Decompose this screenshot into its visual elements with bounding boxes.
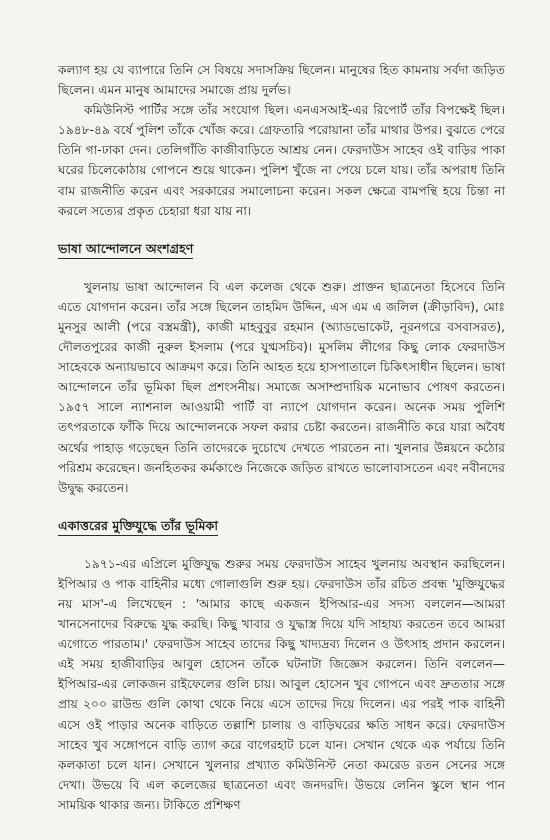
paragraph: ১৯৭১-এর এপ্রিলে মুক্তিযুদ্ধ শুরুর সময় ফেরদাউস সাহেব খুলনায় অবস্থান করছিলেন। ইপিআর ও পাক বাহিনীর মধ্যে গোলাগুলি শুরু হয়। ফেরদাউস তাঁর রচিত প্রবন্ধ 'মুক্তিযুদ্ধের নয় মাস'-এ লিখেছেন : 'আমার কাছে একজন ইপিআর-এর সদস্য বললেন—আমরা খানসেনাদের বিরুদ্ধে যুদ্ধ করছি। কিছু খাবার ও যুদ্ধাস্ত্র দিয়ে যদি সাহায্য করতেন তবে আমরা এগোতে পারতাম।' ফেরদাউস সাহেব তাদের কিছু খাদ্যদ্রব্য দিলেন ও উৎসাহ প্রদান করলেন। এই সময় হাজীবাড়ির আবুল হোসেন তাঁকে ঘটনাটা জিজ্ঞেস করলেন। তিনি বললেন—ইপিআর-এর লোকজন রাইফেলের গুলি চায়। আবুল হোসেন খুব গোপনে এবং দ্রুততার সঙ্গে প্রায় ২০০ রাউন্ড গুলি কোথা থেকে নিয়ে এসে তাদের দিয়ে দিলেন। এর পরই পাক বাহিনী এসে ওই পাড়ার অনেক বাড়িতে তল্লাশি চালায় ও বাড়িঘরের ক্ষতি সাধন করে। ফেরদাউস সাহেব খুব সঙ্গোপনে বাড়ি ত্যাগ করে বাগেরহাট চলে যান। সেখান থেকে এক পর্যায়ে তিনি কলকাতা চলে যান। সেখানে খুলনার প্রখ্যাত কমিউনিস্ট নেতা কমরেড রতন সেনের সঙ্গে দেখা। উভয়ে বি এল কলেজের ছাত্রনেতা এবং জনদরদি। উভয়ে লেনিন স্কুলে স্থান পান সাময়িক থাকার জন্য। টাকিতে প্রশিক্ষণ [58,556,505,812]
paragraph: কল্যাণ হয় যে ব্যাপারে তিনি সে বিষয়ে সদাসক্রিয় ছিলেন। মানুষের হিত কামনায় সর্বদা জড়িত ছিলেন। এমন মানুষ আমাদের সমাজে প্রায় দুর্লভ। [58,63,505,98]
section-heading: ভাষা আন্দোলনে অংশগ্রহণ [58,239,193,259]
section-heading: একাত্তরের মুক্তিযুদ্ধে তাঁর ভূমিকা [58,516,218,536]
paragraph: খুলনায় ভাষা আন্দোলন বি এল কলেজ থেকে শুরু। প্রাক্তন ছাত্রনেতা হিসেবে তিনি এতে যোগদান করেন। তাঁর সঙ্গে ছিলেন তাহমিদ উদ্দিন, এস এম এ জলিল (ক্রীড়াবিদ), মোঃ মুনসুর আলী (পরে বস্ত্রমন্ত্রী), কাজী মাহবুবুর রহমান (অ্যাডভোকেট, নূরনগরে বসবাসরত), দৌলতপুরের কাজী নুরুল ইসলাম (পরে যুগ্মসচিব)। মুসলিম লীগের কিছু লোক ফেরদাউস সাহেবকে অন্যায়ভাবে আক্রমণ করে। তিনি আহত হয়ে হাসপাতালে চিকিৎসাধীন ছিলেন। ভাষা আন্দোলনে তাঁর ভূমিকা ছিল প্রশংসনীয়। সমাজে অসাম্প্রদায়িক মনোভাব পোষণ করতেন। ১৯৫৭ সালে ন্যাশনাল আওয়ামী পার্টি বা ন্যাপে যোগদান করেন। অনেক সময় পুলিশি তৎপরতাকে ফাঁকি দিয়ে আন্দোলনকে সফল করার চেষ্টা করতেন। রাজনীতি করে যারা অবৈধ অর্থের পাহাড় গড়েছেন তিনি তাদেরকে দুচোখে দেখতে পারতেন না। খুলনার উন্নয়নে কঠোর পরিশ্রম করেছেন। জনহিতকর কর্মকাণ্ডে নিজেকে জড়িত রাখতে ভালোবাসতেন এবং নবীনদের উদ্বুদ্ধ করতেন। [58,279,505,495]
paragraph: কমিউনিস্ট পার্টির সঙ্গে তাঁর সংযোগ ছিল। এনএসআই-এর রিপোর্ট তাঁর বিপক্ষেই ছিল। ১৯৪৮-৪৯ বর্ষে পুলিশ তাঁকে খোঁজ করে। গ্রেফতারি পরোয়ানা তাঁর মাথার উপর। বুঝতে পেরে তিনি গা-ঢাকা দেন। তেলিগাঁতি কাজীবাড়িতে আশ্রয় নেন। ফেরদাউস সাহেব ওই বাড়ির পাকা ঘরের চিলেকোঠায় গোপনে শুয়ে থাকেন। পুলিশ খুঁজে না পেয়ে চলে যায়। তাঁর অপরাধ তিনি বাম রাজনীতি করেন এবং সরকারের সমালোচনা করেন। সকল ক্ষেত্রে বামপন্থি হয়ে চিন্তা না করলে সত্যের প্রকৃত চেহারা ধরা যায় না। [58,103,505,218]
page-body [58,60,505,815]
